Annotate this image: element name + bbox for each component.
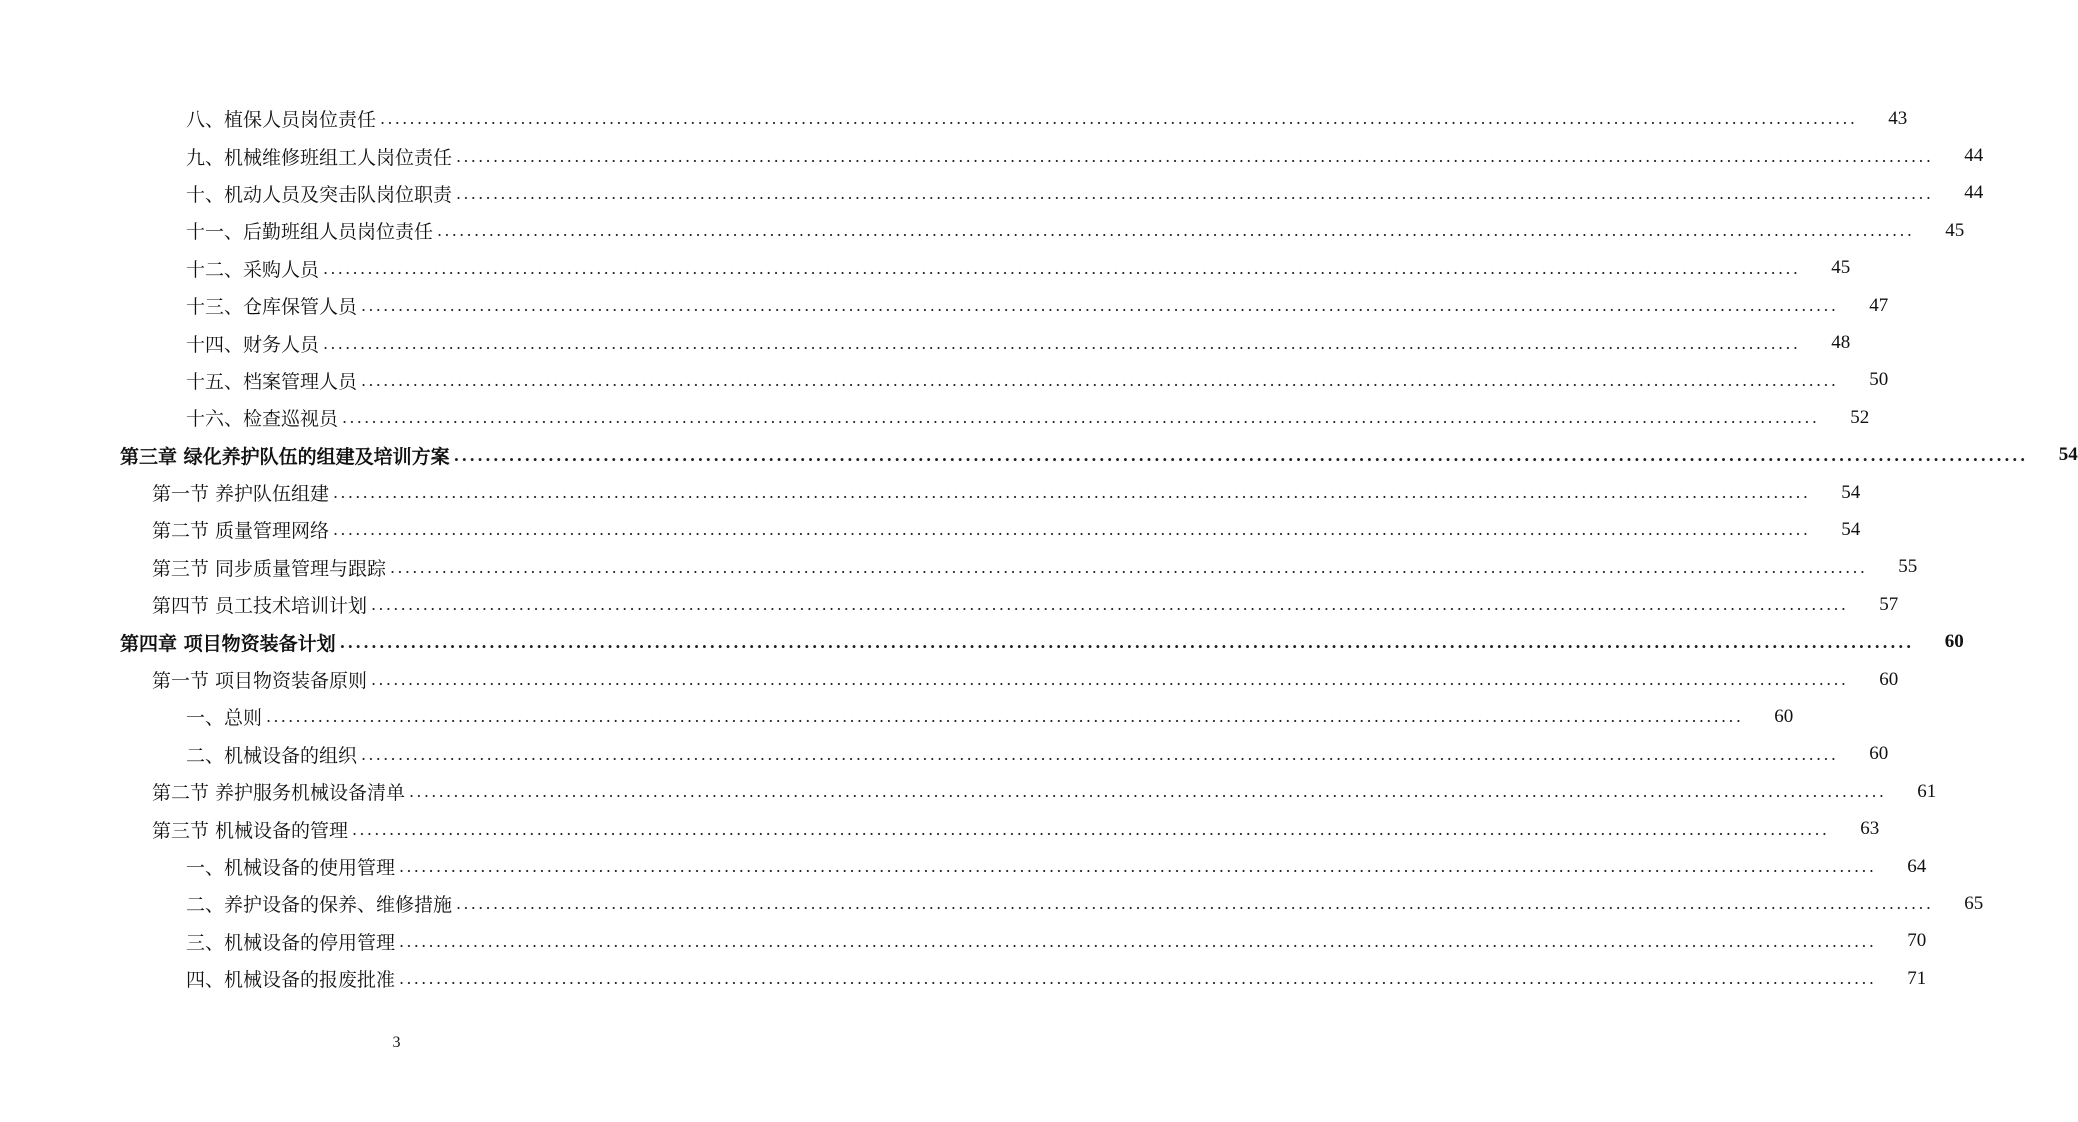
toc-chapter-entry[interactable] (0, 623, 1964, 660)
toc-dot-leader: ........................................................................................................................................................................................................ (339, 632, 1914, 652)
toc-entry-title: 十二、采购人员 (186, 255, 323, 282)
toc-item-entry[interactable] (0, 137, 1984, 174)
toc-dot-leader: ........................................................................................................................................................................................................ (333, 520, 1811, 540)
toc-entry-page-number: 54 (2058, 444, 2078, 466)
toc-item-entry[interactable] (0, 100, 1908, 137)
toc-dot-leader: ........................................................................................................................................................................................................ (453, 445, 2028, 465)
toc-section-entry[interactable] (0, 773, 1937, 810)
toc-dot-leader: ........................................................................................................................................................................................................ (399, 969, 1877, 989)
toc-dot-leader: ........................................................................................................................................................................................................ (380, 109, 1858, 129)
toc-entry-page-number: 60 (1944, 631, 1964, 653)
toc-dot-leader: ........................................................................................................................................................................................................ (361, 370, 1839, 390)
toc-entry-page-number: 47 (1869, 294, 1889, 316)
toc-section-entry[interactable] (0, 549, 1918, 586)
toc-entry-page-number: 70 (1907, 930, 1927, 952)
toc-item-entry[interactable] (0, 885, 1984, 922)
toc-item-entry[interactable] (0, 324, 1851, 361)
toc-dot-leader: ........................................................................................................................................................................................................ (352, 819, 1830, 839)
toc-entry-title: 第四节 员工技术培训计划 (152, 591, 371, 618)
toc-entry-title: 一、总则 (186, 703, 266, 730)
toc-entry-title: 二、机械设备的组织 (186, 741, 361, 768)
toc-item-entry[interactable] (0, 175, 1984, 212)
toc-entry-title: 十三、仓库保管人员 (186, 292, 361, 319)
toc-item-entry[interactable] (0, 399, 1870, 436)
toc-entry-page-number: 45 (1831, 257, 1851, 279)
toc-dot-leader: ........................................................................................................................................................................................................ (371, 595, 1849, 615)
toc-section-entry[interactable] (0, 474, 1861, 511)
toc-dot-leader: ........................................................................................................................................................................................................ (371, 670, 1849, 690)
toc-item-entry[interactable] (0, 250, 1851, 287)
toc-entry-page-number: 57 (1879, 593, 1899, 615)
toc-entry-page-number: 63 (1860, 818, 1880, 840)
toc-entry-title: 二、养护设备的保养、维修措施 (186, 890, 456, 917)
toc-item-entry[interactable] (0, 698, 1794, 735)
toc-entry-title: 第三章 绿化养护队伍的组建及培训方案 (120, 442, 454, 469)
toc-item-entry[interactable] (0, 848, 1927, 885)
toc-dot-leader: ........................................................................................................................................................................................................ (456, 183, 1934, 203)
toc-item-entry[interactable] (0, 212, 1965, 249)
toc-dot-leader: ........................................................................................................................................................................................................ (399, 857, 1877, 876)
toc-entry-title: 十一、后勤班组人员岗位责任 (186, 217, 437, 244)
toc-entry-page-number: 48 (1831, 332, 1851, 354)
toc-item-entry[interactable] (0, 960, 1927, 997)
table-of-contents (0, 100, 2078, 997)
toc-entry-title: 十六、检查巡视员 (186, 404, 342, 431)
toc-dot-leader: ........................................................................................................................................................................................................ (361, 744, 1839, 764)
toc-item-entry[interactable] (0, 923, 1927, 960)
toc-dot-leader: ........................................................................................................................................................................................................ (390, 557, 1868, 577)
toc-dot-leader: ........................................................................................................................................................................................................ (456, 146, 1934, 166)
toc-entry-title: 第四章 项目物资装备计划 (120, 629, 340, 656)
page-number: 3 (392, 1034, 401, 1051)
toc-entry-title: 第一节 项目物资装备原则 (152, 666, 371, 693)
toc-entry-page-number: 55 (1898, 556, 1918, 578)
toc-dot-leader: ........................................................................................................................................................................................................ (323, 258, 1801, 278)
toc-entry-title: 第二节 养护服务机械设备清单 (152, 778, 409, 805)
toc-entry-title: 九、机械维修班组工人岗位责任 (186, 143, 456, 170)
toc-dot-leader: ........................................................................................................................................................................................................ (266, 707, 1744, 727)
toc-dot-leader: ........................................................................................................................................................................................................ (456, 894, 1934, 914)
toc-entry-page-number: 60 (1774, 705, 1794, 727)
toc-entry-page-number: 43 (1888, 107, 1908, 129)
toc-entry-page-number: 71 (1907, 967, 1927, 989)
toc-entry-title: 四、机械设备的报废批准 (186, 965, 399, 992)
toc-chapter-entry[interactable] (0, 437, 2078, 474)
toc-entry-title: 八、植保人员岗位责任 (186, 105, 380, 132)
toc-entry-title: 第三节 同步质量管理与跟踪 (152, 554, 390, 581)
toc-dot-leader: ........................................................................................................................................................................................................ (333, 483, 1811, 503)
toc-dot-leader: ........................................................................................................................................................................................................ (399, 931, 1877, 951)
toc-entry-page-number: 44 (1964, 145, 1984, 167)
toc-entry-page-number: 44 (1964, 182, 1984, 204)
toc-entry-page-number: 54 (1841, 481, 1861, 503)
toc-item-entry[interactable] (0, 287, 1889, 324)
toc-dot-leader: ........................................................................................................................................................................................................ (361, 296, 1839, 316)
toc-entry-title: 十四、财务人员 (186, 330, 323, 357)
toc-item-entry[interactable] (0, 362, 1889, 399)
toc-entry-title: 第二节 质量管理网络 (152, 516, 333, 543)
toc-entry-page-number: 61 (1917, 780, 1937, 802)
toc-entry-page-number: 54 (1841, 518, 1861, 540)
toc-entry-page-number: 50 (1869, 369, 1889, 391)
toc-entry-page-number: 52 (1850, 406, 1870, 428)
toc-item-entry[interactable] (0, 736, 1889, 773)
toc-section-entry[interactable] (0, 511, 1861, 548)
toc-entry-title: 十五、档案管理人员 (186, 367, 361, 394)
toc-dot-leader: ........................................................................................................................................................................................................ (409, 782, 1887, 802)
toc-dot-leader: ........................................................................................................................................................................................................ (342, 408, 1820, 428)
toc-entry-page-number: 45 (1945, 219, 1965, 241)
toc-section-entry[interactable] (0, 661, 1899, 698)
toc-dot-leader: ........................................................................................................................................................................................................ (323, 333, 1801, 353)
toc-entry-title: 十、机动人员及突击队岗位职责 (186, 180, 456, 207)
toc-section-entry[interactable] (0, 586, 1899, 623)
toc-dot-leader: ........................................................................................................................................................................................................ (437, 221, 1915, 241)
toc-entry-title: 一、机械设备的使用管理 (186, 853, 399, 880)
toc-entry-title: 第一节 养护队伍组建 (152, 479, 333, 506)
toc-entry-title: 第三节 机械设备的管理 (152, 816, 352, 843)
toc-entry-page-number: 65 (1964, 892, 1984, 914)
toc-entry-title: 三、机械设备的停用管理 (186, 928, 399, 955)
toc-section-entry[interactable] (0, 810, 1880, 847)
toc-entry-page-number: 60 (1869, 743, 1889, 765)
toc-entry-page-number: 64 (1907, 855, 1927, 877)
toc-entry-page-number: 60 (1879, 668, 1899, 690)
